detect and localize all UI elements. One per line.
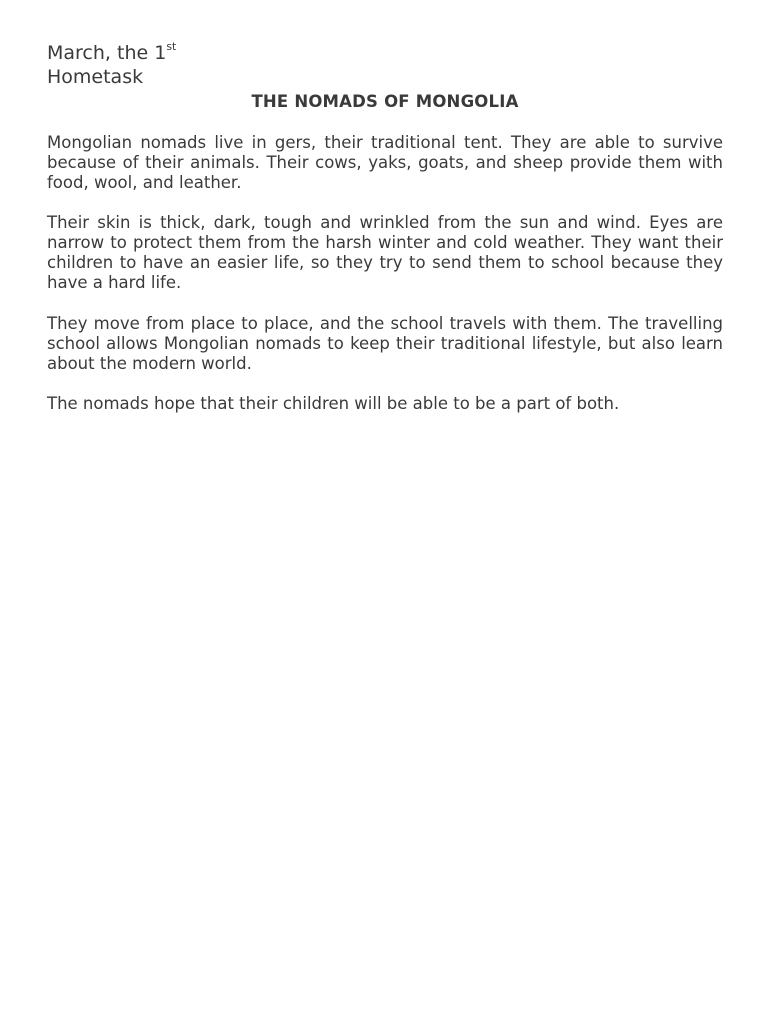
date-text: March, the 1 bbox=[47, 42, 167, 64]
date-ordinal-suffix: st bbox=[166, 39, 177, 53]
paragraph-2: Their skin is thick, dark, tough and wrinkled from the sun and wind. Eyes are narrow to protect them from the harsh winter and cold weather. They want their children to have an easier life, so they try to send them to school because they have a hard life. bbox=[47, 213, 723, 292]
paragraph-4: The nomads hope that their children will be able to be a part of both. bbox=[47, 394, 620, 413]
document-title: THE NOMADS OF MONGOLIA bbox=[251, 92, 519, 111]
date-heading bbox=[47, 41, 176, 65]
hometask-heading: Hometask bbox=[47, 66, 144, 88]
paragraph-1: Mongolian nomads live in gers, their traditional tent. They are able to survive because of their animals. Their cows, yaks, goats, and sheep provide them with food, wool, and leather. bbox=[47, 133, 723, 192]
paragraph-3: They move from place to place, and the school travels with them. The travelling school allows Mongolian nomads to keep their traditional lifestyle, but also learn about the modern world. bbox=[47, 314, 723, 373]
